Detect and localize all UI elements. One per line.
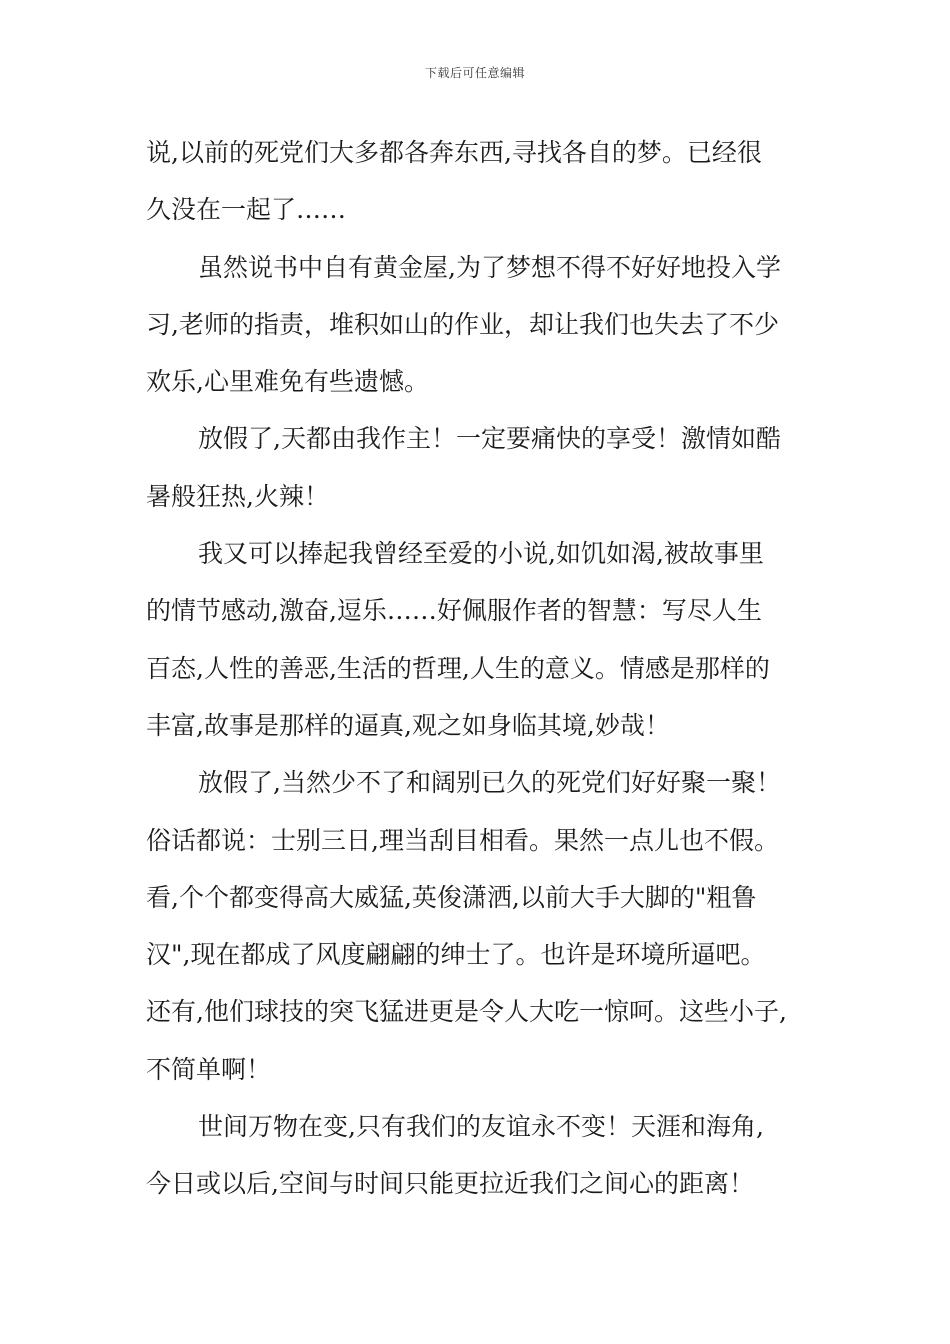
text-line: 还有,他们球技的突飞猛进更是令人大吃一惊呵。这些小子, [146,997,787,1027]
paragraph [146,124,808,239]
text-line: 放假了,当然少不了和阔别已久的死党们好好聚一聚！ [198,768,781,798]
text-line: 说,以前的死党们大多都各奔东西,寻找各自的梦。已经很 [146,138,762,167]
page-header: 下载后可任意编辑 [424,66,525,80]
text-line: 暑般狂热,火辣！ [146,481,329,511]
text-line: 今日或以后,空间与时间只能更拉近我们之间心的距离！ [146,1169,754,1199]
text-line: 久没在一起了…… [146,195,347,225]
text-line: 世间万物在变,只有我们的友谊永不变！天涯和海角, [198,1112,764,1142]
text-line: 的情节感动,激奋,逗乐……好佩服作者的智慧：写尽人生 [146,596,762,626]
text-line: 虽然说书中自有黄金屋,为了梦想不得不好好地投入学 [198,252,781,282]
paragraph [146,239,808,411]
text-line: 俗话都说：士别三日,理当刮目相看。果然一点儿也不假。 [146,825,779,855]
text-line: 放假了,天都由我作主！一定要痛快的享受！激情如酷 [198,424,781,454]
text-line: 汉",现在都成了风度翩翩的绅士了。也许是环境所逼吧。 [146,940,766,970]
paragraph [146,754,808,1098]
text-line: 欢乐,心里难免有些遗憾。 [146,367,429,397]
text-line: 习,老师的指责，堆积如山的作业，却让我们也失去了不少 [146,309,779,339]
text-line: 我又可以捧起我曾经至爱的小说,如饥如渴,被故事里 [198,539,764,569]
text-line: 百态,人性的善恶,生活的哲理,人生的意义。情感是那样的 [146,653,770,683]
text-line: 不简单啊！ [146,1054,272,1084]
paragraph [146,525,808,754]
paragraph [146,410,808,525]
document-body [146,124,808,1213]
paragraph [146,1098,808,1213]
text-line: 看,个个都变得高大威猛,英俊潇洒,以前大手大脚的"粗鲁 [146,882,757,912]
text-line: 丰富,故事是那样的逼真,观之如身临其境,妙哉！ [146,710,670,740]
